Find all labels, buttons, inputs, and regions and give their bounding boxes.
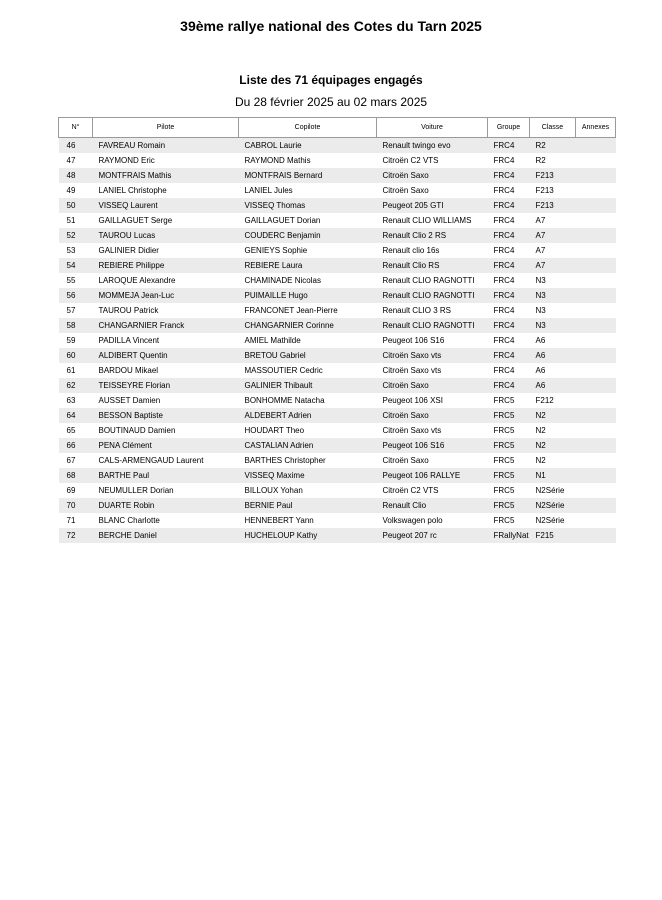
cell-copilote: GAILLAGUET Dorian (239, 213, 377, 228)
table-row (59, 483, 616, 498)
cell-annexes (576, 183, 616, 198)
cell-annexes (576, 438, 616, 453)
table-row (59, 468, 616, 483)
cell-voiture: Citroën Saxo vts (377, 423, 488, 438)
cell-classe: F213 (530, 198, 576, 213)
table-row (59, 378, 616, 393)
cell-pilote: TAUROU Lucas (93, 228, 239, 243)
cell-annexes (576, 288, 616, 303)
cell-groupe: FRC5 (488, 393, 530, 408)
cell-copilote: RAYMOND Mathis (239, 153, 377, 168)
cell-voiture: Citroën Saxo (377, 168, 488, 183)
cell-groupe: FRC4 (488, 183, 530, 198)
cell-classe: F213 (530, 168, 576, 183)
cell-pilote: NEUMULLER Dorian (93, 483, 239, 498)
table-row (59, 438, 616, 453)
cell-groupe: FRC5 (488, 438, 530, 453)
cell-classe: A7 (530, 228, 576, 243)
cell-copilote: CHAMINADE Nicolas (239, 273, 377, 288)
cell-copilote: CASTALIAN Adrien (239, 438, 377, 453)
cell-pilote: BESSON Baptiste (93, 408, 239, 423)
cell-num: 51 (59, 213, 93, 228)
cell-voiture: Citroën C2 VTS (377, 483, 488, 498)
cell-pilote: PADILLA Vincent (93, 333, 239, 348)
table-row (59, 348, 616, 363)
cell-annexes (576, 138, 616, 154)
cell-classe: N2 (530, 408, 576, 423)
cell-copilote: BERNIE Paul (239, 498, 377, 513)
cell-num: 47 (59, 153, 93, 168)
cell-pilote: PENA Clément (93, 438, 239, 453)
cell-annexes (576, 513, 616, 528)
cell-pilote: BARDOU Mikael (93, 363, 239, 378)
cell-annexes (576, 393, 616, 408)
cell-annexes (576, 498, 616, 513)
cell-annexes (576, 483, 616, 498)
cell-groupe: FRC5 (488, 498, 530, 513)
cell-num: 59 (59, 333, 93, 348)
column-header-classe: Classe (530, 118, 576, 138)
cell-voiture: Peugeot 207 rc (377, 528, 488, 543)
cell-voiture: Renault Clio (377, 498, 488, 513)
document-subtitle: Liste des 71 équipages engagés (239, 73, 423, 87)
cell-voiture: Peugeot 205 GTI (377, 198, 488, 213)
cell-classe: F212 (530, 393, 576, 408)
table-header-row (59, 118, 616, 138)
cell-copilote: MONTFRAIS Bernard (239, 168, 377, 183)
cell-annexes (576, 213, 616, 228)
cell-pilote: VISSEQ Laurent (93, 198, 239, 213)
event-dates: Du 28 février 2025 au 02 mars 2025 (234, 95, 428, 109)
cell-num: 62 (59, 378, 93, 393)
cell-classe: R2 (530, 153, 576, 168)
cell-pilote: GALINIER Didier (93, 243, 239, 258)
table-row (59, 408, 616, 423)
cell-annexes (576, 168, 616, 183)
cell-classe: A6 (530, 363, 576, 378)
cell-pilote: ALDIBERT Quentin (93, 348, 239, 363)
column-header-number: N° (59, 118, 93, 138)
cell-copilote: BRETOU Gabriel (239, 348, 377, 363)
cell-classe: A6 (530, 378, 576, 393)
cell-num: 56 (59, 288, 93, 303)
cell-voiture: Citroën Saxo vts (377, 363, 488, 378)
cell-classe: A6 (530, 348, 576, 363)
column-header-groupe: Groupe (488, 118, 530, 138)
cell-voiture: Citroën Saxo (377, 453, 488, 468)
cell-copilote: REBIERE Laura (239, 258, 377, 273)
cell-voiture: Renault CLIO RAGNOTTI (377, 318, 488, 333)
cell-annexes (576, 198, 616, 213)
table-row (59, 498, 616, 513)
cell-annexes (576, 228, 616, 243)
cell-pilote: CALS-ARMENGAUD Laurent (93, 453, 239, 468)
cell-copilote: GENIEYS Sophie (239, 243, 377, 258)
table-row (59, 513, 616, 528)
cell-voiture: Renault CLIO RAGNOTTI (377, 288, 488, 303)
cell-voiture: Renault CLIO WILLIAMS (377, 213, 488, 228)
cell-copilote: MASSOUTIER Cedric (239, 363, 377, 378)
cell-num: 63 (59, 393, 93, 408)
cell-classe: N2Série (530, 483, 576, 498)
cell-annexes (576, 153, 616, 168)
cell-classe: N3 (530, 273, 576, 288)
cell-classe: N2Série (530, 513, 576, 528)
cell-num: 53 (59, 243, 93, 258)
cell-voiture: Citroën C2 VTS (377, 153, 488, 168)
cell-groupe: FRC4 (488, 213, 530, 228)
cell-classe: A7 (530, 243, 576, 258)
cell-voiture: Citroën Saxo vts (377, 348, 488, 363)
cell-groupe: FRC5 (488, 453, 530, 468)
cell-classe: N1 (530, 468, 576, 483)
cell-copilote: GALINIER Thibault (239, 378, 377, 393)
cell-voiture: Peugeot 106 S16 (377, 438, 488, 453)
table-row (59, 213, 616, 228)
cell-num: 65 (59, 423, 93, 438)
cell-annexes (576, 243, 616, 258)
cell-groupe: FRC5 (488, 468, 530, 483)
cell-voiture: Citroën Saxo (377, 378, 488, 393)
cell-groupe: FRC5 (488, 513, 530, 528)
cell-pilote: REBIERE Philippe (93, 258, 239, 273)
cell-num: 48 (59, 168, 93, 183)
cell-num: 68 (59, 468, 93, 483)
cell-groupe: FRC4 (488, 168, 530, 183)
table-row (59, 528, 616, 543)
cell-copilote: FRANCONET Jean-Pierre (239, 303, 377, 318)
table-row (59, 393, 616, 408)
cell-voiture: Citroën Saxo (377, 408, 488, 423)
cell-pilote: LAROQUE Alexandre (93, 273, 239, 288)
cell-voiture: Citroën Saxo (377, 183, 488, 198)
cell-copilote: AMIEL Mathilde (239, 333, 377, 348)
cell-annexes (576, 348, 616, 363)
cell-copilote: CHANGARNIER Corinne (239, 318, 377, 333)
cell-copilote: HUCHELOUP Kathy (239, 528, 377, 543)
cell-voiture: Renault CLIO RAGNOTTI (377, 273, 488, 288)
column-header-voiture: Voiture (377, 118, 488, 138)
cell-num: 66 (59, 438, 93, 453)
cell-voiture: Renault CLIO 3 RS (377, 303, 488, 318)
document-title: 39ème rallye national des Cotes du Tarn 2025 (180, 18, 482, 34)
cell-voiture: Renault Clio 2 RS (377, 228, 488, 243)
cell-annexes (576, 318, 616, 333)
cell-num: 54 (59, 258, 93, 273)
cell-copilote: HENNEBERT Yann (239, 513, 377, 528)
table-row (59, 243, 616, 258)
cell-copilote: BARTHES Christopher (239, 453, 377, 468)
cell-copilote: ALDEBERT Adrien (239, 408, 377, 423)
cell-num: 46 (59, 138, 93, 154)
cell-classe: N3 (530, 288, 576, 303)
cell-groupe: FRC4 (488, 243, 530, 258)
cell-groupe: FRC4 (488, 303, 530, 318)
cell-pilote: TEISSEYRE Florian (93, 378, 239, 393)
table-row (59, 198, 616, 213)
cell-groupe: FRC4 (488, 258, 530, 273)
cell-voiture: Renault clio 16s (377, 243, 488, 258)
cell-num: 50 (59, 198, 93, 213)
cell-voiture: Peugeot 106 XSI (377, 393, 488, 408)
cell-annexes (576, 408, 616, 423)
table-row (59, 333, 616, 348)
cell-annexes (576, 333, 616, 348)
cell-classe: A6 (530, 333, 576, 348)
table-row (59, 453, 616, 468)
table-row (59, 423, 616, 438)
cell-pilote: BERCHE Daniel (93, 528, 239, 543)
column-header-annexes: Annexes (576, 118, 616, 138)
cell-copilote: CABROL Laurie (239, 138, 377, 154)
cell-copilote: LANIEL Jules (239, 183, 377, 198)
cell-num: 72 (59, 528, 93, 543)
cell-groupe: FRC4 (488, 273, 530, 288)
cell-classe: R2 (530, 138, 576, 154)
cell-annexes (576, 303, 616, 318)
table-row (59, 273, 616, 288)
cell-annexes (576, 378, 616, 393)
cell-copilote: VISSEQ Thomas (239, 198, 377, 213)
cell-num: 71 (59, 513, 93, 528)
table-row (59, 258, 616, 273)
cell-num: 58 (59, 318, 93, 333)
cell-groupe: FRC4 (488, 198, 530, 213)
cell-pilote: RAYMOND Eric (93, 153, 239, 168)
cell-pilote: BOUTINAUD Damien (93, 423, 239, 438)
cell-voiture: Renault Clio RS (377, 258, 488, 273)
table-row (59, 183, 616, 198)
table-row (59, 363, 616, 378)
table-row (59, 168, 616, 183)
cell-num: 61 (59, 363, 93, 378)
table-row (59, 153, 616, 168)
cell-num: 49 (59, 183, 93, 198)
cell-classe: N2 (530, 453, 576, 468)
cell-annexes (576, 273, 616, 288)
cell-voiture: Peugeot 106 RALLYE (377, 468, 488, 483)
cell-voiture: Volkswagen polo (377, 513, 488, 528)
cell-groupe: FRallyNat (488, 528, 530, 543)
cell-copilote: HOUDART Theo (239, 423, 377, 438)
cell-annexes (576, 453, 616, 468)
cell-classe: F213 (530, 183, 576, 198)
cell-annexes (576, 423, 616, 438)
cell-copilote: COUDERC Benjamin (239, 228, 377, 243)
cell-pilote: LANIEL Christophe (93, 183, 239, 198)
table-row (59, 288, 616, 303)
cell-groupe: FRC4 (488, 348, 530, 363)
cell-groupe: FRC4 (488, 288, 530, 303)
cell-pilote: CHANGARNIER Franck (93, 318, 239, 333)
cell-pilote: AUSSET Damien (93, 393, 239, 408)
table-row (59, 228, 616, 243)
cell-annexes (576, 528, 616, 543)
cell-groupe: FRC5 (488, 423, 530, 438)
cell-classe: F215 (530, 528, 576, 543)
cell-num: 57 (59, 303, 93, 318)
cell-groupe: FRC4 (488, 138, 530, 154)
cell-classe: N2Série (530, 498, 576, 513)
cell-num: 60 (59, 348, 93, 363)
cell-num: 67 (59, 453, 93, 468)
cell-classe: A7 (530, 258, 576, 273)
column-header-pilote: Pilote (93, 118, 239, 138)
cell-num: 55 (59, 273, 93, 288)
table-row (59, 138, 616, 154)
cell-annexes (576, 363, 616, 378)
cell-copilote: VISSEQ Maxime (239, 468, 377, 483)
cell-num: 69 (59, 483, 93, 498)
column-header-copilote: Copilote (239, 118, 377, 138)
cell-classe: N3 (530, 318, 576, 333)
cell-num: 64 (59, 408, 93, 423)
cell-classe: A7 (530, 213, 576, 228)
cell-classe: N2 (530, 438, 576, 453)
cell-copilote: BONHOMME Natacha (239, 393, 377, 408)
cell-groupe: FRC4 (488, 333, 530, 348)
cell-voiture: Renault twingo evo (377, 138, 488, 154)
entry-list-table (58, 117, 616, 543)
cell-groupe: FRC5 (488, 408, 530, 423)
cell-pilote: MONTFRAIS Mathis (93, 168, 239, 183)
cell-copilote: PUIMAILLE Hugo (239, 288, 377, 303)
cell-groupe: FRC4 (488, 228, 530, 243)
cell-annexes (576, 468, 616, 483)
cell-pilote: BARTHE Paul (93, 468, 239, 483)
table-row (59, 318, 616, 333)
cell-classe: N2 (530, 423, 576, 438)
cell-pilote: BLANC Charlotte (93, 513, 239, 528)
cell-copilote: BILLOUX Yohan (239, 483, 377, 498)
cell-groupe: FRC4 (488, 378, 530, 393)
table-row (59, 303, 616, 318)
cell-pilote: DUARTE Robin (93, 498, 239, 513)
cell-groupe: FRC4 (488, 318, 530, 333)
cell-voiture: Peugeot 106 S16 (377, 333, 488, 348)
cell-pilote: GAILLAGUET Serge (93, 213, 239, 228)
cell-groupe: FRC4 (488, 363, 530, 378)
cell-annexes (576, 258, 616, 273)
cell-classe: N3 (530, 303, 576, 318)
cell-num: 70 (59, 498, 93, 513)
cell-pilote: TAUROU Patrick (93, 303, 239, 318)
cell-groupe: FRC4 (488, 153, 530, 168)
cell-pilote: MOMMEJA Jean-Luc (93, 288, 239, 303)
cell-pilote: FAVREAU Romain (93, 138, 239, 154)
cell-groupe: FRC5 (488, 483, 530, 498)
cell-num: 52 (59, 228, 93, 243)
